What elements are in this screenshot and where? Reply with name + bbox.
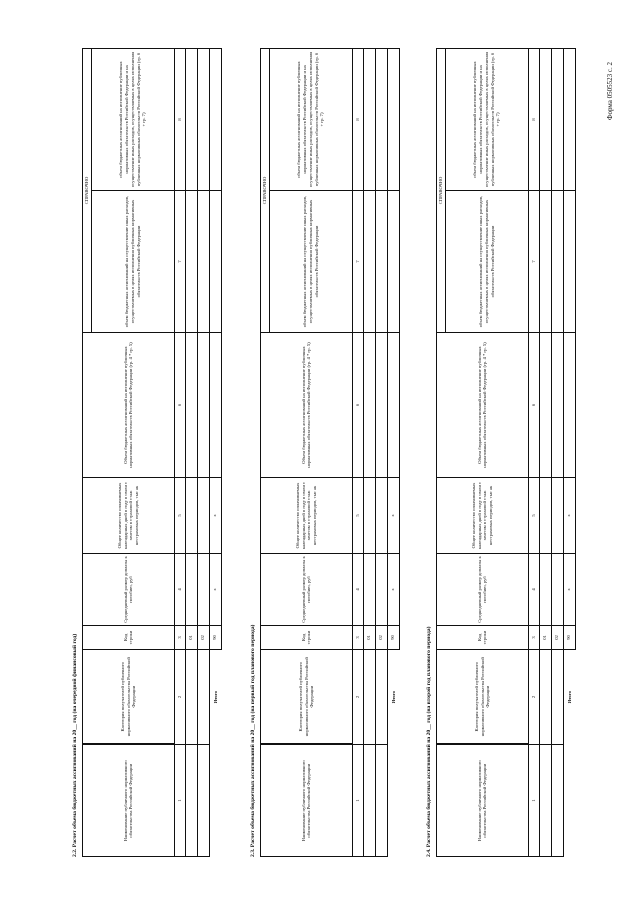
header-col7: объем бюджетных ассигнований на осуществление иных расходов, осуществляемых в целях исполнения публичных нормативных обязательств Российской Федерации [269,191,352,333]
colnum-1: 1 [352,745,363,857]
header-code: Код строки [83,626,175,650]
total-row [563,49,575,857]
colnum-8: 8 [528,49,539,191]
header-avg: Среднедневный размер доплаты к пособию, руб [83,554,175,626]
table-row [375,49,387,857]
total-x: x [563,478,575,554]
header-spravochno: СПРАВОЧНО [437,49,446,333]
colnum-7: 7 [352,191,363,333]
table-row [551,49,563,857]
colnum-7: 7 [174,191,185,333]
table-row [197,49,209,857]
colnum-1: 1 [174,745,185,857]
header-volume: Объем бюджетных ассигнований на исполнение публичных нормативных обязательств Российской Федерации (гр. 4 * гр. 5) [437,333,529,478]
total-label: Итого [212,691,218,704]
table-2-3 [260,48,400,857]
row-code: 02 [197,626,209,650]
header-category: Категория получателей публичного нормативного обязательства Российской Федерации [83,650,175,745]
colnum-3: 3 [528,626,539,650]
header-days: Общее количество оплачиваемых календарных дней в году в связи с зачетом в страховой стаж нестраховых периодов, тыс ак [437,478,529,554]
row-code: 01 [539,626,551,650]
header-col8: объем бюджетных ассигнований на исполнение публичных нормативных обязательств Российской Федерации и на осуществление иных расходов, осуществляемых в целях исполнения публичных нормативных обязательств Российской Федерации (гр. 6 + гр. 7) [445,49,528,191]
header-category: Категория получателей публичного нормативного обязательства Российской Федерации [261,650,353,745]
section-title-2-2: 2.2. Расчет объема бюджетных ассигнований на 20__ год (на очередной финансовый год) [72,633,78,857]
colnum-5: 5 [528,478,539,554]
row-code: 01 [363,626,375,650]
header-category: Категория получателей публичного нормативного обязательства Российской Федерации [437,650,529,745]
colnum-8: 8 [352,49,363,191]
form-code: Форма 0505523 с. 2 [606,61,614,120]
colnum-6: 6 [528,333,539,478]
total-code: 90 [209,626,221,650]
header-days: Общее количество оплачиваемых календарных дней в году в связи с зачетом в страховой стаж нестраховых периодов, тыс ак [261,478,353,554]
row-code: 01 [185,626,197,650]
colnum-3: 3 [174,626,185,650]
header-name: Наименование публичного нормативного обязательства Российской Федерации [437,745,529,857]
colnum-6: 6 [174,333,185,478]
header-col8: объем бюджетных ассигнований на исполнение публичных нормативных обязательств Российской Федерации и на осуществление иных расходов, осуществляемых в целях исполнения публичных нормативных обязательств Российской Федерации (гр. 6 + гр. 7) [91,49,174,191]
row-code: 02 [551,626,563,650]
total-x: x [209,478,221,554]
total-label: Итого [566,691,572,704]
colnum-3: 3 [352,626,363,650]
header-col7: объем бюджетных ассигнований на осуществление иных расходов, осуществляемых в целях исполнения публичных нормативных обязательств Российской Федерации [91,191,174,333]
header-volume: Объем бюджетных ассигнований на исполнение публичных нормативных обязательств Российской Федерации (гр. 4 * гр. 5) [261,333,353,478]
header-days: Общее количество оплачиваемых календарных дней в году в связи с зачетом в страховой стаж нестраховых периодов, тыс ак [83,478,175,554]
table-2-2 [82,48,222,857]
total-x: x [387,478,399,554]
header-name: Наименование публичного нормативного обязательства Российской Федерации [261,745,353,857]
colnum-2: 2 [352,650,363,745]
header-code: Код строки [261,626,353,650]
table-row [363,49,375,857]
table-row [185,49,197,857]
colnum-2: 2 [528,650,539,745]
colnum-4: 4 [352,554,363,626]
header-name: Наименование публичного нормативного обязательства Российской Федерации [83,745,175,857]
row-code: 02 [375,626,387,650]
header-avg: Среднедневный размер доплаты к пособию, руб [437,554,529,626]
total-row [387,49,399,857]
colnum-7: 7 [528,191,539,333]
total-x: x [387,554,399,626]
colnum-1: 1 [528,745,539,857]
total-x: x [209,554,221,626]
header-spravochno: СПРАВОЧНО [83,49,92,333]
total-x: x [563,554,575,626]
table-2-4 [436,48,576,857]
colnum-5: 5 [174,478,185,554]
header-col7: объем бюджетных ассигнований на осуществление иных расходов, осуществляемых в целях исполнения публичных нормативных обязательств Российской Федерации [445,191,528,333]
header-spravochno: СПРАВОЧНО [261,49,270,333]
colnum-2: 2 [174,650,185,745]
colnum-5: 5 [352,478,363,554]
colnum-6: 6 [352,333,363,478]
colnum-8: 8 [174,49,185,191]
section-title-2-4: 2.4. Расчет объема бюджетных ассигнований на 20__ год (на второй год планового периода) [426,626,432,857]
header-avg: Среднедневный размер доплаты к пособию, руб [261,554,353,626]
header-volume: Объем бюджетных ассигнований на исполнение публичных нормативных обязательств Российской Федерации (гр. 4 * гр. 5) [83,333,175,478]
section-title-2-3: 2.3. Расчет объема бюджетных ассигнований на 20__ год (на первый год планового периода) [250,624,256,857]
total-row [209,49,221,857]
header-code: Код строки [437,626,529,650]
total-label: Итого [390,691,396,704]
colnum-4: 4 [174,554,185,626]
total-code: 90 [563,626,575,650]
colnum-4: 4 [528,554,539,626]
header-col8: объем бюджетных ассигнований на исполнение публичных нормативных обязательств Российской Федерации и на осуществление иных расходов, осуществляемых в целях исполнения публичных нормативных обязательств Российской Федерации (гр. 6 + гр. 7) [269,49,352,191]
total-code: 90 [387,626,399,650]
table-row [539,49,551,857]
